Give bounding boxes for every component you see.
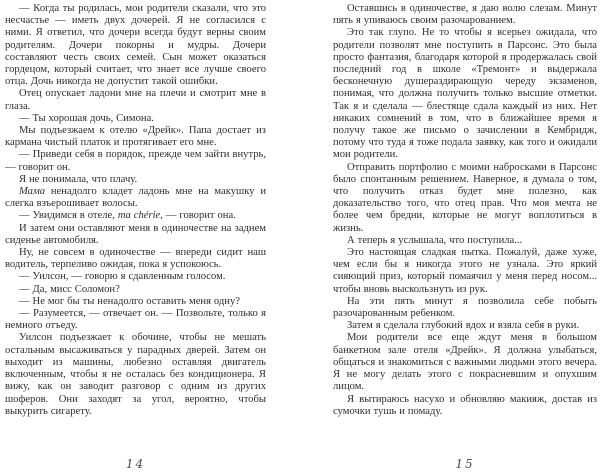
paragraph: Ну, не совсем в одиночестве — впереди сидит наш водитель, терпеливо ожидая, пока я успокоюсь. bbox=[5, 247, 266, 271]
page-left-number: 14 bbox=[125, 457, 146, 471]
italic-phrase: ma chérie bbox=[117, 210, 161, 222]
paragraph: Это настоящая сладкая пытка. Пожалуй, даже хуже, чем если бы я никогда этого не узнала. Это яркий сияющий приз, который помаячил у меня перед носом... чтобы вновь выскользнуть из рук. bbox=[333, 247, 597, 295]
paragraph: Я не понимала, что плачу. bbox=[19, 173, 138, 185]
paragraph: — Увидимся в отеле, ma chérie, — говорит она. bbox=[19, 210, 236, 222]
paragraph: Я вытираюсь насухо и обновляю макияж, достав из сумочки тушь и помаду. bbox=[333, 393, 597, 417]
paragraph: — Разумеется, — отвечает он. — Позвольте, только я немного отъеду. bbox=[5, 308, 266, 332]
paragraph: Это так глупо. Не то чтобы я всерьез ожидала, что родители позволят мне поступить в Парсонс. Это была просто фантазия, благодаря которой я продержалась свой последний год в школе «Тремонт» и выдержала бесконечную душераздирающую череду экзаменов, понимая, что должна получить только высшие отметки. Так я и сделала — блестяще сдала каждый из них. Нет никаких сомнений в том, что в ближайшее время я получу такое же письмо о зачислении в Кембридж, потому что туда я тоже подала заявку, как того и ожидали мои родители. bbox=[333, 27, 597, 161]
page-left-text bbox=[5, 3, 266, 418]
page-right-text bbox=[333, 3, 597, 418]
paragraph: — Приведи себя в порядок, прежде чем зайти внутрь, — говорит он. bbox=[5, 149, 266, 173]
paragraph: — Когда ты родилась, мои родители сказали, что это несчастье — иметь двух дочерей. Я не согласился с ними. Я ответил, что дочери всегда будут верны своим родителям. Дочери покорны и мудры. Дочери составляют честь своих семей. Сын может оказаться гордецом, который считает, что знает все лучше своего отца. Дочь никогда не допустит такой ошибки. bbox=[5, 3, 266, 88]
paragraph: А теперь я услышала, что поступила... bbox=[347, 234, 523, 246]
paragraph: Отец опускает ладони мне на плечи и смотрит мне в глаза. bbox=[5, 88, 266, 112]
paragraph: Отправить портфолио с моими набросками в Парсонс было спонтанным решением. Наверное, я думала о том, что получить отказ будет мне полезно, как доказательство того, что отец прав. Что моя мечта не более чем бредни, которые не могут воплотиться в жизнь. bbox=[333, 161, 597, 234]
paragraph: — Ты хорошая дочь, Симона. bbox=[19, 112, 154, 124]
paragraph: И затем они оставляют меня в одиночестве на заднем сиденье автомобиля. bbox=[5, 222, 266, 246]
paragraph: — Не мог бы ты ненадолго оставить меня одну? bbox=[19, 295, 240, 307]
page-right-number: 15 bbox=[455, 457, 475, 471]
paragraph: — Уилсон, — говорю я сдавленным голосом. bbox=[19, 271, 226, 283]
paragraph: Мама ненадолго кладет ладонь мне на макушку и слегка взъерошивает волосы. bbox=[5, 186, 266, 210]
paragraph: Оставшись в одиночестве, я даю волю слезам. Минут пять я упиваюсь своим разочарованием. bbox=[333, 3, 597, 27]
italic-phrase: Мама bbox=[19, 186, 46, 198]
paragraph: На эти пять минут я позволила себе побыть разочарованным ребенком. bbox=[333, 295, 597, 320]
page-right bbox=[300, 0, 600, 476]
paragraph: Затем я сделала глубокий вдох и взяла себя в руки. bbox=[347, 320, 580, 332]
paragraph: Мы подъезжаем к отелю «Дрейк». Папа достает из кармана чистый платок и протягивает его мне. bbox=[5, 125, 266, 149]
paragraph: — Да, мисс Соломон? bbox=[19, 283, 120, 295]
paragraph: Уилсон подъезжает к обочине, чтобы не мешать остальным высаживаться у парадных дверей. Затем он выходит из машины, любезно оставляя двигатель включенным, чтобы я не осталась без кондиционера. Я вижу, как он заводит разговор с одним из других шоферов. Они заходят за угол, вероятно, чтобы выкурить сигарету. bbox=[5, 332, 266, 417]
paragraph: Мои родители все еще ждут меня в большом банкетном зале отеля «Дрейк». Я должна улыбаться, общаться и знакомиться с важными людьми этого вечера. Я не могу делать этого с покрасневшим и опухшим лицом. bbox=[333, 332, 597, 393]
